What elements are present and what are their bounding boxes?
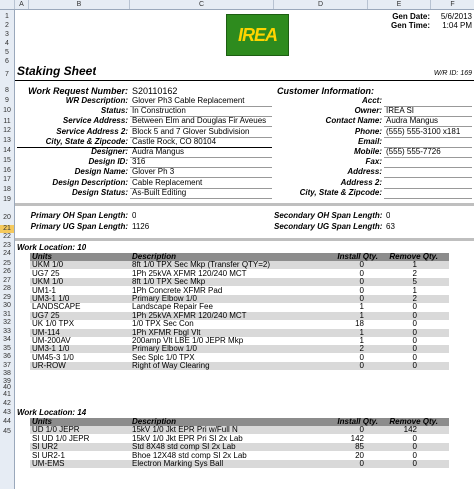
remove-qty-column-header: Remove Qty. xyxy=(389,253,438,261)
item-unit: UM3-1 1/0 xyxy=(32,295,70,303)
row-header-29[interactable]: 29 xyxy=(3,294,11,301)
wr-field-label: City, State & Zipcode: xyxy=(45,137,128,146)
row-header-28[interactable]: 28 xyxy=(3,285,11,292)
work-request-heading: Work Request Number: xyxy=(28,86,128,96)
item-remove-qty: 0 xyxy=(412,460,417,468)
row-header-42[interactable]: 42 xyxy=(3,400,11,407)
customer-field-label: Address 2: xyxy=(340,178,382,187)
customer-field-label: Acct: xyxy=(361,97,382,105)
row-header-18[interactable]: 18 xyxy=(3,186,11,193)
wr-field-value: Cable Replacement xyxy=(132,178,203,187)
units-column-header: Units xyxy=(32,418,52,426)
row-header-41[interactable]: 41 xyxy=(3,391,11,398)
page-title: Staking Sheet xyxy=(17,65,97,78)
row-header-8[interactable]: 8 xyxy=(5,87,9,94)
units-column-header: Units xyxy=(32,253,52,261)
item-install-qty: 0 xyxy=(359,460,364,468)
item-remove-qty: 0 xyxy=(412,434,417,443)
item-description: 1Ph 25kVA XFMR 120/240 MCT xyxy=(132,311,247,320)
customer-heading: Customer Information: xyxy=(277,86,375,96)
row-header-25[interactable]: 25 xyxy=(3,260,11,267)
gen-date-value: 5/6/2013 xyxy=(440,13,472,21)
row-header-39[interactable]: 39 xyxy=(3,378,11,385)
item-description: 15kV 1/0 Jkt EPR Pri w/Full N xyxy=(132,426,238,435)
item-install-qty: 85 xyxy=(355,443,364,452)
customer-field-label: Contact Name: xyxy=(325,117,382,126)
item-description: Bhoe 12X48 std comp SI 2x Lab xyxy=(132,451,247,460)
wr-field-label: Service Address 2: xyxy=(56,127,128,136)
item-unit: UG7 25 xyxy=(32,269,60,278)
row-header-19[interactable]: 19 xyxy=(3,196,11,203)
item-remove-qty: 0 xyxy=(412,353,417,362)
row-header-43[interactable]: 43 xyxy=(3,409,11,416)
customer-field-value xyxy=(386,97,472,105)
customer-field-label: Address: xyxy=(347,168,382,177)
row-header-31[interactable]: 31 xyxy=(3,311,11,318)
wr-field-value: Between Elm and Douglas Fir Aveues xyxy=(132,117,267,126)
remove-qty-column-header: Remove Qty. xyxy=(389,418,438,426)
row-header-22[interactable]: 22 xyxy=(3,233,11,240)
wr-field-label: Design Name: xyxy=(74,168,128,177)
item-install-qty: 1 xyxy=(359,311,364,320)
customer-field-value: (555) 555-3100 x181 xyxy=(386,127,461,136)
customer-field-label: Owner: xyxy=(354,107,382,116)
item-install-qty: 1 xyxy=(359,337,364,345)
row-header-13[interactable]: 13 xyxy=(3,137,11,144)
irea-logo: IREA xyxy=(226,14,289,56)
item-remove-qty: 0 xyxy=(412,451,417,460)
wr-field-value: Block 5 and 7 Glover Subdivision xyxy=(132,127,250,136)
row-header-4[interactable]: 4 xyxy=(5,40,9,47)
item-remove-qty: 0 xyxy=(412,362,417,371)
select-all-corner[interactable] xyxy=(0,0,15,9)
item-description: Std 8X48 std comp SI 2x Lab xyxy=(132,443,236,452)
row-header-32[interactable]: 32 xyxy=(3,319,11,326)
row-header-36[interactable]: 36 xyxy=(3,353,11,360)
row-header-44[interactable]: 44 xyxy=(3,418,11,425)
item-description: 1Ph XFMR Fbgl Vlt xyxy=(132,328,201,337)
work-request-number: S20110162 xyxy=(132,86,178,96)
wr-field-underline xyxy=(130,198,272,199)
wr-field-label: Design ID: xyxy=(88,158,128,167)
wr-id-label: W/R ID: 169 xyxy=(433,70,472,77)
secondary-ug-value: 63 xyxy=(386,223,395,231)
item-description: Electron Marking Sys Ball xyxy=(132,460,224,468)
item-remove-qty: 142 xyxy=(403,426,417,435)
title-divider xyxy=(15,80,474,81)
section-separator-band xyxy=(15,203,474,206)
row-header-1[interactable]: 1 xyxy=(5,13,9,20)
item-unit: UR-ROW xyxy=(32,362,66,371)
item-remove-qty: 5 xyxy=(412,278,417,287)
customer-field-value: (555) 555-7726 xyxy=(386,148,441,156)
wr-field-value: Castle Rock, CO 80104 xyxy=(132,137,217,146)
row-header-37[interactable]: 37 xyxy=(3,362,11,369)
customer-field-value xyxy=(386,179,472,187)
item-install-qty: 1 xyxy=(359,303,364,312)
item-description: Primary Elbow 1/0 xyxy=(132,345,197,354)
item-unit: UM-200AV xyxy=(32,337,71,345)
wr-field-value: As-Built Editing xyxy=(132,188,187,197)
item-description: Primary Elbow 1/0 xyxy=(132,295,197,303)
install-qty-column-header: Install Qty. xyxy=(337,418,378,426)
customer-field-label: Fax: xyxy=(365,158,382,167)
customer-field-value: IREA SI xyxy=(386,107,415,116)
primary-ug-label: Primary UG Span Length: xyxy=(30,223,128,231)
row-header-26[interactable]: 26 xyxy=(3,268,11,275)
item-install-qty: 142 xyxy=(350,434,364,443)
wr-field-value: Glover Ph3 Cable Replacement xyxy=(132,97,245,105)
row-header-14[interactable]: 14 xyxy=(3,147,11,154)
description-column-header: Description xyxy=(132,418,177,426)
item-unit: UM45-3 1/0 xyxy=(32,353,74,362)
item-unit: SI UR2-1 xyxy=(32,451,65,460)
item-remove-qty: 0 xyxy=(412,311,417,320)
customer-field-value xyxy=(386,138,472,146)
row-header-5[interactable]: 5 xyxy=(5,49,9,56)
item-unit: SI UR2 xyxy=(32,443,58,452)
item-unit: UKM 1/0 xyxy=(32,278,64,287)
secondary-oh-label: Secondary OH Span Length: xyxy=(274,212,382,220)
customer-field-value xyxy=(386,168,472,176)
item-description: 200amp Vlt LBE 1/0 JEPR Mkp xyxy=(132,337,244,345)
item-install-qty: 0 xyxy=(359,286,364,295)
row-header-11[interactable]: 11 xyxy=(3,118,11,125)
column-header-c[interactable]: C xyxy=(130,0,274,9)
item-description: Right of Way Clearing xyxy=(132,362,210,371)
row-header-21[interactable]: 21 xyxy=(0,225,14,233)
column-header-bar xyxy=(0,0,474,10)
item-unit: UM-114 xyxy=(32,328,60,337)
column-header-b[interactable]: B xyxy=(29,0,130,9)
row-header-30[interactable]: 30 xyxy=(3,302,11,309)
column-header-d[interactable]: D xyxy=(274,0,368,9)
secondary-ug-label: Secondary UG Span Length: xyxy=(274,223,382,231)
item-remove-qty: 0 xyxy=(412,320,417,329)
item-unit: UM1-1 xyxy=(32,286,57,295)
row-header-15[interactable]: 15 xyxy=(3,157,11,164)
row-header-27[interactable]: 27 xyxy=(3,277,11,284)
item-description: 1Ph 25kVA XFMR 120/240 MCT xyxy=(132,269,247,278)
secondary-oh-value: 0 xyxy=(386,212,391,220)
row-header-40[interactable]: 40 xyxy=(3,384,11,391)
row-header-10[interactable]: 10 xyxy=(3,107,11,114)
wr-field-label: Service Address: xyxy=(62,117,128,126)
row-header-23[interactable]: 23 xyxy=(3,242,11,249)
item-install-qty: 0 xyxy=(359,295,364,303)
install-qty-column-header: Install Qty. xyxy=(337,253,378,261)
item-remove-qty: 0 xyxy=(412,303,417,312)
row-header-12[interactable]: 12 xyxy=(3,127,11,134)
item-install-qty: 0 xyxy=(359,362,364,371)
customer-field-label: Mobile: xyxy=(354,148,382,156)
item-install-qty: 1 xyxy=(359,328,364,337)
item-install-qty: 20 xyxy=(355,451,364,460)
wr-field-label: Design Status: xyxy=(71,188,128,197)
gen-date-label: Gen Date: xyxy=(392,13,430,21)
wr-field-value: In Construction xyxy=(132,107,186,116)
wr-field-value: 316 xyxy=(132,158,146,167)
item-install-qty: 0 xyxy=(359,353,364,362)
item-unit: LANDSCAPE xyxy=(32,303,81,312)
work-location-title: Work Location: 14 xyxy=(17,409,87,417)
item-remove-qty: 0 xyxy=(412,337,417,345)
item-description: 1/0 TPX Sec Con xyxy=(132,320,194,329)
primary-ug-value: 1126 xyxy=(132,223,150,231)
description-column-header: Description xyxy=(132,253,177,261)
wr-field-label: Design Description: xyxy=(52,178,128,187)
column-header-a[interactable]: A xyxy=(15,0,29,9)
item-description: 8ft 1/0 TPX Sec Mkp xyxy=(132,278,206,287)
item-remove-qty: 0 xyxy=(412,443,417,452)
item-description: 15kV 1/0 Jkt EPR Pri SI 2x Lab xyxy=(132,434,243,443)
item-unit: UM-EMS xyxy=(32,460,65,468)
row-header-9[interactable]: 9 xyxy=(5,97,9,104)
item-description: Sec Splc 1/0 TPX xyxy=(132,353,195,362)
row-header-7[interactable]: 7 xyxy=(5,71,9,78)
item-unit: UK 1/0 TPX xyxy=(32,320,75,329)
customer-field-label: City, State & Zipcode: xyxy=(299,188,382,197)
item-unit: UG7 25 xyxy=(32,311,60,320)
item-remove-qty: 1 xyxy=(412,286,417,295)
item-remove-qty: 2 xyxy=(412,269,417,278)
item-install-qty: 18 xyxy=(355,320,364,329)
item-install-qty: 2 xyxy=(359,345,364,354)
row-header-20[interactable]: 20 xyxy=(3,214,11,221)
section-separator-band-2 xyxy=(15,238,474,241)
item-unit: UD 1/0 JEPR xyxy=(32,426,80,435)
gen-time-value: 1:04 PM xyxy=(442,22,472,30)
row-header-2[interactable]: 2 xyxy=(5,22,9,29)
column-header-e[interactable]: E xyxy=(368,0,431,9)
item-install-qty: 0 xyxy=(359,261,364,270)
item-unit: UKM 1/0 xyxy=(32,261,64,270)
customer-field-label: Email: xyxy=(357,137,382,146)
item-remove-qty: 0 xyxy=(412,328,417,337)
item-description: 8ft 1/0 TPX Sec Mkp (Transfer QTY=2) xyxy=(132,261,271,270)
row-header-38[interactable]: 38 xyxy=(3,370,11,377)
primary-oh-label: Primary OH Span Length: xyxy=(30,212,128,220)
column-header-f[interactable]: F xyxy=(431,0,474,9)
wr-field-label: WR Description: xyxy=(65,97,128,105)
customer-field-value xyxy=(386,189,472,197)
gen-time-label: Gen Time: xyxy=(391,22,430,30)
row-header-24[interactable]: 24 xyxy=(3,250,11,257)
wr-field-value: Audra Mangus xyxy=(132,148,185,156)
item-remove-qty: 0 xyxy=(412,345,417,354)
item-unit: SI UD 1/0 JEPR xyxy=(32,434,90,443)
customer-field-label: Phone: xyxy=(354,127,382,136)
primary-oh-value: 0 xyxy=(132,212,137,220)
wr-field-value: Glover Ph 3 xyxy=(132,168,175,177)
wr-field-label: Designer: xyxy=(91,148,128,156)
work-location-title: Work Location: 10 xyxy=(17,244,87,252)
row-header-34[interactable]: 34 xyxy=(3,336,11,343)
designer-divider xyxy=(17,147,272,148)
item-remove-qty: 2 xyxy=(412,295,417,303)
row-header-16[interactable]: 16 xyxy=(3,167,11,174)
row-header-6[interactable]: 6 xyxy=(5,58,9,65)
item-install-qty: 0 xyxy=(359,269,364,278)
row-header-45[interactable]: 45 xyxy=(3,428,11,435)
item-install-qty: 0 xyxy=(359,426,364,435)
item-description: Landscape Repair Fee xyxy=(132,303,213,312)
item-unit: UM3-1 1/0 xyxy=(32,345,70,354)
row-header-33[interactable]: 33 xyxy=(3,328,11,335)
item-description: 1Ph Concrete XFMR Pad xyxy=(132,286,223,295)
customer-field-value xyxy=(386,158,472,166)
wr-field-label: Status: xyxy=(100,107,128,116)
item-install-qty: 0 xyxy=(359,278,364,287)
customer-field-underline xyxy=(384,198,472,199)
customer-field-value: Audra Mangus xyxy=(386,117,439,126)
row-header-35[interactable]: 35 xyxy=(3,345,11,352)
row-header-17[interactable]: 17 xyxy=(3,176,11,183)
item-remove-qty: 1 xyxy=(412,261,417,270)
row-header-3[interactable]: 3 xyxy=(5,31,9,38)
